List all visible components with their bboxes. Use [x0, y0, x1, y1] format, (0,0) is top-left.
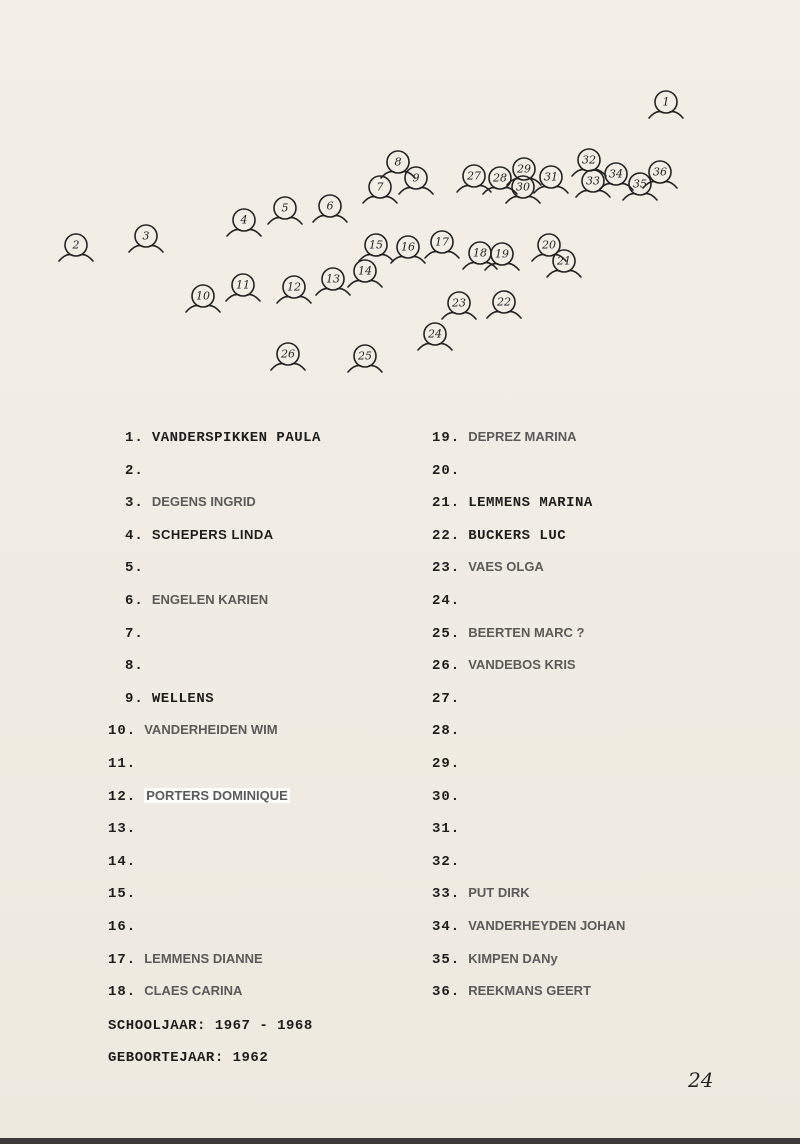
birth-year: GEBOORTEJAAR: 1962 [108, 1050, 269, 1066]
page-edge [0, 1138, 800, 1144]
student-head-21 [547, 250, 581, 277]
entry-name: LEMMENS MARINA [468, 495, 593, 511]
roster-entry [125, 461, 144, 481]
head-number: 2 [72, 238, 80, 252]
entry-number: 31. [432, 821, 461, 837]
entry-number: 36. [432, 984, 461, 1000]
entry-number: 15. [108, 886, 137, 902]
entry-name: REEKMANS GEERT [468, 983, 592, 998]
roster-entry [108, 884, 136, 904]
entry-number: 32. [432, 854, 461, 870]
entry-number: 5. [125, 560, 144, 576]
head-number: 1 [662, 95, 670, 109]
entry-name: DEGENS INGRID [151, 494, 256, 509]
roster-entry [432, 787, 460, 807]
student-head-7 [363, 176, 397, 203]
head-number: 24 [428, 327, 442, 341]
head-number: 13 [326, 272, 340, 286]
student-head-6 [313, 195, 347, 222]
head-number: 15 [369, 238, 383, 252]
entry-name: VANDERHEIDEN WIM [144, 722, 278, 737]
roster-entry [108, 819, 136, 839]
student-head-11 [226, 274, 260, 301]
student-head-34 [599, 163, 633, 190]
head-number: 6 [326, 199, 334, 213]
roster-entry [432, 950, 558, 970]
entry-number: 33. [432, 886, 461, 902]
roster-entry [432, 884, 530, 904]
student-head-25 [348, 345, 382, 372]
head-number: 33 [586, 174, 600, 188]
entry-name: LEMMENS DIANNE [144, 951, 263, 966]
head-number: 30 [516, 180, 530, 194]
roster-entry [432, 754, 460, 774]
roster-entry [432, 721, 460, 741]
roster-entry [432, 493, 593, 513]
head-number: 4 [240, 213, 248, 227]
roster-entry [125, 558, 144, 578]
entry-number: 12. [108, 789, 137, 805]
entry-name: SCHEPERS LINDA [151, 527, 274, 542]
head-number: 3 [142, 229, 150, 243]
roster-entry [108, 721, 278, 741]
roster-entry [432, 461, 460, 481]
entry-number: 23. [432, 560, 461, 576]
entry-number: 20. [432, 463, 461, 479]
head-number: 35 [633, 177, 647, 191]
roster-entry [125, 591, 268, 611]
entry-number: 22. [432, 528, 461, 544]
head-number: 5 [281, 201, 289, 215]
head-number: 34 [609, 167, 623, 181]
head-number: 36 [653, 165, 667, 179]
entry-number: 27. [432, 691, 461, 707]
entry-number: 19. [432, 430, 461, 446]
entry-name: BUCKERS LUC [468, 528, 567, 544]
roster-entry [432, 656, 576, 676]
student-head-1 [649, 91, 683, 118]
student-head-23 [442, 292, 476, 319]
roster-entry [432, 558, 544, 578]
head-number: 21 [557, 254, 571, 268]
student-head-3 [129, 225, 163, 252]
student-head-16 [391, 236, 425, 263]
student-head-8 [381, 151, 415, 178]
student-head-10 [186, 285, 220, 312]
entry-number: 2. [125, 463, 144, 479]
head-number: 27 [467, 169, 481, 183]
roster-entry [108, 950, 263, 970]
roster-entry [432, 917, 625, 937]
head-number: 7 [376, 180, 384, 194]
student-head-22 [487, 291, 521, 318]
entry-name: VAES OLGA [468, 559, 544, 574]
roster-entry [108, 787, 290, 807]
head-number: 16 [401, 240, 415, 254]
student-head-12 [277, 276, 311, 303]
head-number: 23 [452, 296, 466, 310]
roster-entry [432, 852, 460, 872]
entry-number: 1. [125, 430, 144, 446]
entry-number: 21. [432, 495, 461, 511]
head-number: 20 [542, 238, 556, 252]
roster-entry [125, 493, 256, 513]
head-number: 26 [281, 347, 295, 361]
entry-number: 10. [108, 723, 137, 739]
roster-entry [432, 591, 460, 611]
entry-number: 18. [108, 984, 137, 1000]
entry-number: 11. [108, 756, 137, 772]
entry-number: 8. [125, 658, 144, 674]
head-number: 28 [493, 171, 507, 185]
entry-number: 24. [432, 593, 461, 609]
student-head-26 [271, 343, 305, 370]
entry-number: 9. [125, 691, 144, 707]
student-head-15 [359, 234, 393, 261]
entry-number: 7. [125, 626, 144, 642]
head-number: 11 [236, 278, 250, 292]
entry-name: VANDEBOS KRIS [468, 657, 576, 672]
student-head-24 [418, 323, 452, 350]
head-number: 12 [287, 280, 301, 294]
roster-entry [125, 624, 144, 644]
roster-entry [125, 428, 321, 448]
entry-name: PORTERS DOMINIQUE [146, 788, 288, 803]
entry-number: 3. [125, 495, 144, 511]
head-number: 29 [517, 162, 531, 176]
roster-entry [108, 917, 136, 937]
head-number: 14 [358, 264, 372, 278]
roster-entry [432, 689, 460, 709]
page-number: 24 [688, 1068, 714, 1092]
roster-entry [432, 819, 460, 839]
student-head-17 [425, 231, 459, 258]
entry-name: DEPREZ MARINA [468, 429, 577, 444]
entry-name: KIMPEN DANy [468, 951, 558, 966]
entry-name: VANDERHEYDEN JOHAN [468, 918, 626, 933]
roster-entry [108, 852, 136, 872]
student-head-2 [59, 234, 93, 261]
entry-number: 26. [432, 658, 461, 674]
roster-entry [432, 982, 591, 1002]
class-photo-diagram [0, 0, 800, 400]
head-number: 19 [495, 247, 509, 261]
head-number: 9 [412, 171, 420, 185]
entry-number: 4. [125, 528, 144, 544]
entry-name: ENGELEN KARIEN [151, 592, 269, 607]
entry-number: 29. [432, 756, 461, 772]
roster-entry [108, 982, 242, 1002]
entry-number: 35. [432, 952, 461, 968]
entry-name: VANDERSPIKKEN PAULA [151, 430, 321, 446]
roster-entry [432, 428, 577, 448]
roster-entry [125, 656, 144, 676]
student-head-36 [643, 161, 677, 188]
roster-entry [125, 689, 214, 709]
entry-number: 34. [432, 919, 461, 935]
head-number: 22 [497, 295, 511, 309]
entry-number: 6. [125, 593, 144, 609]
student-head-27 [457, 165, 491, 192]
entry-number: 13. [108, 821, 137, 837]
head-number: 32 [582, 153, 596, 167]
entry-number: 14. [108, 854, 137, 870]
student-head-32 [572, 149, 606, 176]
student-head-14 [348, 260, 382, 287]
entry-name: CLAES CARINA [144, 983, 243, 998]
student-head-31 [534, 166, 568, 193]
roster-entry [108, 754, 136, 774]
entry-name: PUT DIRK [468, 885, 530, 900]
head-number: 25 [358, 349, 372, 363]
student-head-5 [268, 197, 302, 224]
entry-name: BEERTEN MARC ? [468, 625, 585, 640]
head-number: 18 [473, 246, 487, 260]
entry-number: 25. [432, 626, 461, 642]
student-head-13 [316, 268, 350, 295]
entry-number: 28. [432, 723, 461, 739]
school-year: SCHOOLJAAR: 1967 - 1968 [108, 1018, 313, 1034]
entry-number: 30. [432, 789, 461, 805]
head-number: 8 [394, 155, 402, 169]
entry-number: 17. [108, 952, 137, 968]
head-number: 31 [544, 170, 558, 184]
roster-entry [432, 526, 566, 546]
roster-entry [432, 624, 585, 644]
head-number: 10 [196, 289, 210, 303]
entry-number: 16. [108, 919, 137, 935]
student-head-4 [227, 209, 261, 236]
roster-entry [125, 526, 274, 546]
entry-name: WELLENS [151, 691, 215, 707]
head-number: 17 [435, 235, 449, 249]
